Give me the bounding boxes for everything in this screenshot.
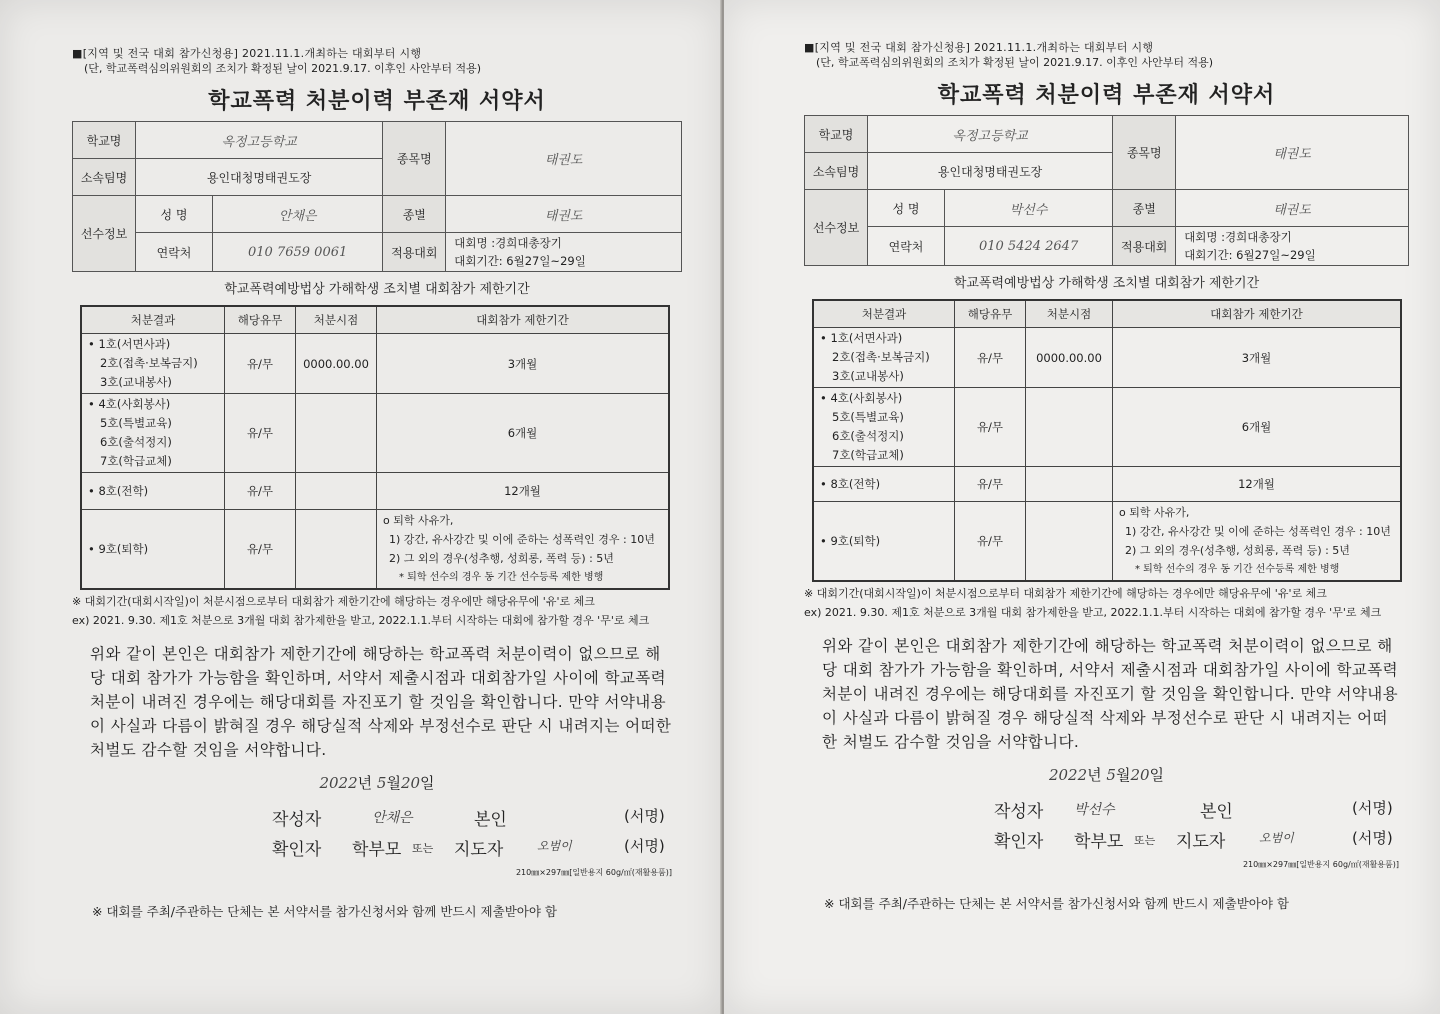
writer-row — [72, 805, 682, 835]
period-cell: 6개월 — [1113, 388, 1402, 467]
coach-signature: 오범이 — [1259, 831, 1294, 845]
footer-note: ※ 대회를 주최/주관하는 단체는 본 서약서를 참가신청서와 함께 반드시 제출받아야 함 — [824, 896, 1289, 911]
table-row — [813, 502, 1401, 582]
header-subline: (단, 학교폭력심의위원회의 조치가 확정된 날이 2021.9.17. 이후인 사안부터 적용) — [84, 62, 482, 75]
event-value: 태권도 — [1176, 190, 1409, 227]
table-row — [81, 394, 669, 473]
period-cell: 12개월 — [377, 473, 670, 510]
example-note: ex) 2021. 9.30. 제1호 처분으로 3개월 대회 참가제한을 받고, 2022.1.1.부터 시작하는 대회에 참가할 경우 '무'로 체크 — [804, 606, 1382, 619]
coach-signature: 오범이 — [537, 839, 572, 853]
result-line: 3호(교내봉사) — [100, 375, 172, 389]
footer-note: ※ 대회를 주최/주관하는 단체는 본 서약서를 참가신청서와 함께 반드시 제출받아야 함 — [92, 904, 557, 919]
date-month-label: 월 — [1115, 766, 1131, 784]
self-label: 본인 — [1200, 802, 1233, 822]
pledge-text: 위와 같이 본인은 대회참가 제한기간에 해당하는 학교폭력 처분이력이 없으므로 해당 대회 참가가 가능함을 확인하며, 서약서 제출시점과 대회참가일 사이에 학교폭력 처분이 내려진 경우에는 해당대회를 자진포기 할 것임을 확인합니다. 만약 서약내용이 사실과 다름이 밝혀질 경우 해당실적 삭제와 부정선수로 판단 시 내려지는 어떠한 처벌도 감수할 것임을 서약합니다. — [822, 637, 1398, 751]
team-label: 소속팀명 — [805, 153, 868, 190]
date-cell — [296, 473, 377, 510]
competition-period: 대회기간: 6월27일~29일 — [454, 254, 586, 268]
result-line: • 1호(서면사과) — [88, 337, 171, 351]
result-cell — [813, 388, 955, 467]
competition-value — [1176, 227, 1409, 266]
date-month: 5 — [1106, 766, 1116, 784]
writer-label: 작성자 — [272, 810, 322, 830]
result-line: 3호(교내봉사) — [832, 369, 904, 383]
table-row — [813, 388, 1401, 467]
event-label: 종별 — [1113, 190, 1176, 227]
competition-name: 대회명 :경희대총장기 — [454, 236, 562, 250]
period-note-cell — [1113, 502, 1402, 582]
result-cell — [813, 328, 955, 388]
document-body — [804, 40, 1409, 912]
applies-cell: 유/무 — [955, 388, 1026, 467]
date-month: 5 — [376, 774, 387, 792]
applies-cell: 유/무 — [225, 510, 296, 590]
coach-label: 지도자 — [454, 840, 504, 860]
result-cell — [81, 394, 225, 473]
restriction-table — [812, 299, 1402, 582]
period-cell: 12개월 — [1113, 467, 1402, 502]
restriction-subtitle: 학교폭력예방법상 가해학생 조치별 대회참가 제한기간 — [953, 276, 1260, 291]
result-line: 2호(접촉·보복금지) — [832, 350, 930, 364]
table-row — [81, 473, 669, 510]
document-title: 학교폭력 처분이력 부존재 서약서 — [937, 83, 1276, 108]
result-line: 2호(접촉·보복금지) — [100, 356, 198, 370]
contact-label: 연락처 — [868, 227, 945, 266]
col-period: 대회참가 제한기간 — [1113, 300, 1402, 328]
result-cell: • 8호(전학) — [813, 467, 955, 502]
note-line: o 퇴학 사유가, — [383, 514, 454, 527]
date-day-label: 일 — [1149, 766, 1165, 784]
paper-spec: 210㎜×297㎜[일반용지 60g/㎡(재활용품)] — [1242, 860, 1399, 869]
applies-cell: 유/무 — [955, 502, 1026, 582]
school-label: 학교명 — [73, 122, 136, 159]
info-table — [72, 121, 682, 272]
coach-label: 지도자 — [1176, 832, 1226, 852]
col-date: 처분시점 — [296, 306, 377, 334]
header-subline: (단, 학교폭력심의위원회의 조치가 확정된 날이 2021.9.17. 이후인 사안부터 적용) — [816, 56, 1214, 69]
result-line: 7호(학급교체) — [832, 448, 904, 462]
competition-period: 대회기간: 6월27일~29일 — [1184, 248, 1316, 262]
team-label: 소속팀명 — [73, 159, 136, 196]
confirmer-row — [804, 827, 1409, 857]
date-day: 20 — [400, 774, 421, 792]
or-label: 또는 — [1134, 834, 1156, 847]
date-cell — [1026, 467, 1113, 502]
name-value: 박선수 — [945, 190, 1113, 227]
result-line: • 1호(서면사과) — [820, 331, 903, 345]
competition-label: 적용대회 — [1113, 227, 1176, 266]
date-cell — [1026, 502, 1113, 582]
sign-mark: (서명) — [1352, 799, 1393, 817]
header-line: ■[지역 및 전국 대회 참가신청용] 2021.11.1.개최하는 대회부터 시행 — [72, 47, 422, 60]
applies-cell: 유/무 — [955, 328, 1026, 388]
school-value: 옥정고등학교 — [868, 116, 1113, 153]
applies-cell: 유/무 — [225, 334, 296, 394]
competition-label: 적용대회 — [383, 233, 446, 272]
confirmer-row — [72, 835, 682, 865]
date-cell: 0000.00.00 — [296, 334, 377, 394]
period-note-cell — [377, 510, 670, 590]
col-result: 처분결과 — [813, 300, 955, 328]
footnote: ※ 대회기간(대회시작일)이 처분시점으로부터 대회참가 제한기간에 해당하는 경우에만 해당유무에 '유'로 체크 — [804, 587, 1327, 600]
or-label: 또는 — [412, 842, 434, 855]
contact-value: 010 5424 2647 — [945, 227, 1113, 266]
competition-value — [446, 233, 682, 272]
note-line: 1) 강간, 유사강간 및 이에 준하는 성폭력인 경우 : 10년 — [1125, 525, 1391, 538]
date-month-label: 월 — [386, 774, 401, 792]
sport-label: 종목명 — [1113, 116, 1176, 190]
contact-value: 010 7659 0061 — [213, 233, 383, 272]
result-line: • 4호(사회봉사) — [88, 397, 171, 411]
footnote: ※ 대회기간(대회시작일)이 처분시점으로부터 대회참가 제한기간에 해당하는 경우에만 해당유무에 '유'로 체크 — [72, 595, 595, 608]
date-year: 2022 — [1048, 766, 1088, 784]
table-row — [81, 510, 669, 590]
result-cell: • 9호(퇴학) — [813, 502, 955, 582]
contact-label: 연락처 — [136, 233, 213, 272]
date-day-label: 일 — [420, 774, 435, 792]
confirmer-label: 확인자 — [994, 832, 1044, 852]
result-cell: • 9호(퇴학) — [81, 510, 225, 590]
writer-row — [804, 797, 1409, 827]
restriction-table — [80, 305, 670, 590]
sign-date — [72, 772, 682, 793]
restriction-subtitle: 학교폭력예방법상 가해학생 조치별 대회참가 제한기간 — [224, 282, 530, 297]
date-cell — [296, 510, 377, 590]
event-value: 태권도 — [446, 196, 682, 233]
col-applies: 해당유무 — [225, 306, 296, 334]
result-cell: • 8호(전학) — [81, 473, 225, 510]
header-line: ■[지역 및 전국 대회 참가신청용] 2021.11.1.개최하는 대회부터 시행 — [804, 41, 1154, 54]
table-row — [813, 328, 1401, 388]
event-label: 종별 — [383, 196, 446, 233]
paper-spec: 210㎜×297㎜[일반용지 60g/㎡(재활용품)] — [515, 868, 672, 877]
team-value: 용인대청명태권도장 — [136, 159, 383, 196]
period-cell: 3개월 — [1113, 328, 1402, 388]
self-label: 본인 — [474, 810, 507, 830]
result-cell — [81, 334, 225, 394]
player-info-label: 선수정보 — [805, 190, 868, 266]
note-line: 2) 그 외의 경우(성추행, 성희롱, 폭력 등) : 5년 — [389, 552, 614, 565]
note-line: o 퇴학 사유가, — [1119, 506, 1190, 519]
sign-mark: (서명) — [1352, 829, 1393, 847]
result-line: • 4호(사회봉사) — [820, 391, 903, 405]
result-line: 6호(출석정지) — [832, 429, 904, 443]
applies-cell: 유/무 — [955, 467, 1026, 502]
pledge-sheet-right — [724, 0, 1440, 1014]
writer-label: 작성자 — [994, 802, 1044, 822]
writer-signature: 안채은 — [372, 810, 413, 826]
period-cell: 6개월 — [377, 394, 670, 473]
writer-signature: 박선수 — [1074, 802, 1115, 818]
note-line: 1) 강간, 유사강간 및 이에 준하는 성폭력인 경우 : 10년 — [389, 533, 655, 546]
date-cell: 0000.00.00 — [1026, 328, 1113, 388]
competition-name: 대회명 :경희대총장기 — [1184, 230, 1292, 244]
col-date: 처분시점 — [1026, 300, 1113, 328]
note-line: * 퇴학 선수의 경우 동 기간 선수등록 제한 병행 — [1135, 564, 1340, 575]
table-row — [81, 334, 669, 394]
result-line: 6호(출석정지) — [100, 435, 172, 449]
team-value: 용인대청명태권도장 — [868, 153, 1113, 190]
sport-value: 태권도 — [446, 122, 682, 196]
sign-mark: (서명) — [624, 837, 665, 855]
sport-label: 종목명 — [383, 122, 446, 196]
result-line: 5호(특별교육) — [100, 416, 172, 430]
col-applies: 해당유무 — [955, 300, 1026, 328]
pledge-text: 위와 같이 본인은 대회참가 제한기간에 해당하는 학교폭력 처분이력이 없으므로 해당 대회 참가가 가능함을 확인하며, 서약서 제출시점과 대회참가일 사이에 학교폭력 처분이 내려진 경우에는 해당대회를 자진포기 할 것임을 확인합니다. 만약 서약내용이 사실과 다름이 밝혀질 경우 해당실적 삭제와 부정선수로 판단 시 내려지는 어떠한 처벌도 감수할 것임을 서약합니다. — [90, 645, 672, 759]
name-label: 성 명 — [868, 190, 945, 227]
date-cell — [296, 394, 377, 473]
result-line: 7호(학급교체) — [100, 454, 172, 468]
name-label: 성 명 — [136, 196, 213, 233]
period-cell: 3개월 — [377, 334, 670, 394]
applies-cell: 유/무 — [225, 394, 296, 473]
table-row — [813, 467, 1401, 502]
date-year: 2022 — [319, 774, 358, 792]
date-year-label: 년 — [357, 774, 373, 792]
date-year-label: 년 — [1087, 766, 1102, 784]
player-info-label: 선수정보 — [73, 196, 136, 272]
result-line: 5호(특별교육) — [832, 410, 904, 424]
applies-cell: 유/무 — [225, 473, 296, 510]
school-label: 학교명 — [805, 116, 868, 153]
document-body — [72, 46, 682, 920]
school-value: 옥정고등학교 — [136, 122, 383, 159]
note-line: 2) 그 외의 경우(성추행, 성희롱, 폭력 등) : 5년 — [1125, 544, 1350, 557]
note-line: * 퇴학 선수의 경우 동 기간 선수등록 제한 병행 — [399, 572, 604, 583]
sign-mark: (서명) — [624, 807, 665, 825]
confirmer-label: 확인자 — [272, 840, 322, 860]
col-period: 대회참가 제한기간 — [377, 306, 670, 334]
sign-date — [804, 764, 1409, 785]
document-title: 학교폭력 처분이력 부존재 서약서 — [208, 89, 546, 114]
info-table — [804, 115, 1409, 266]
sport-value: 태권도 — [1176, 116, 1409, 190]
example-note: ex) 2021. 9.30. 제1호 처분으로 3개월 대회 참가제한을 받고, 2022.1.1.부터 시작하는 대회에 참가할 경우 '무'로 체크 — [72, 614, 650, 627]
name-value: 안채은 — [213, 196, 383, 233]
parent-label: 학부모 — [352, 840, 402, 860]
parent-label: 학부모 — [1074, 832, 1124, 852]
col-result: 처분결과 — [81, 306, 225, 334]
date-day: 20 — [1130, 766, 1150, 784]
date-cell — [1026, 388, 1113, 467]
